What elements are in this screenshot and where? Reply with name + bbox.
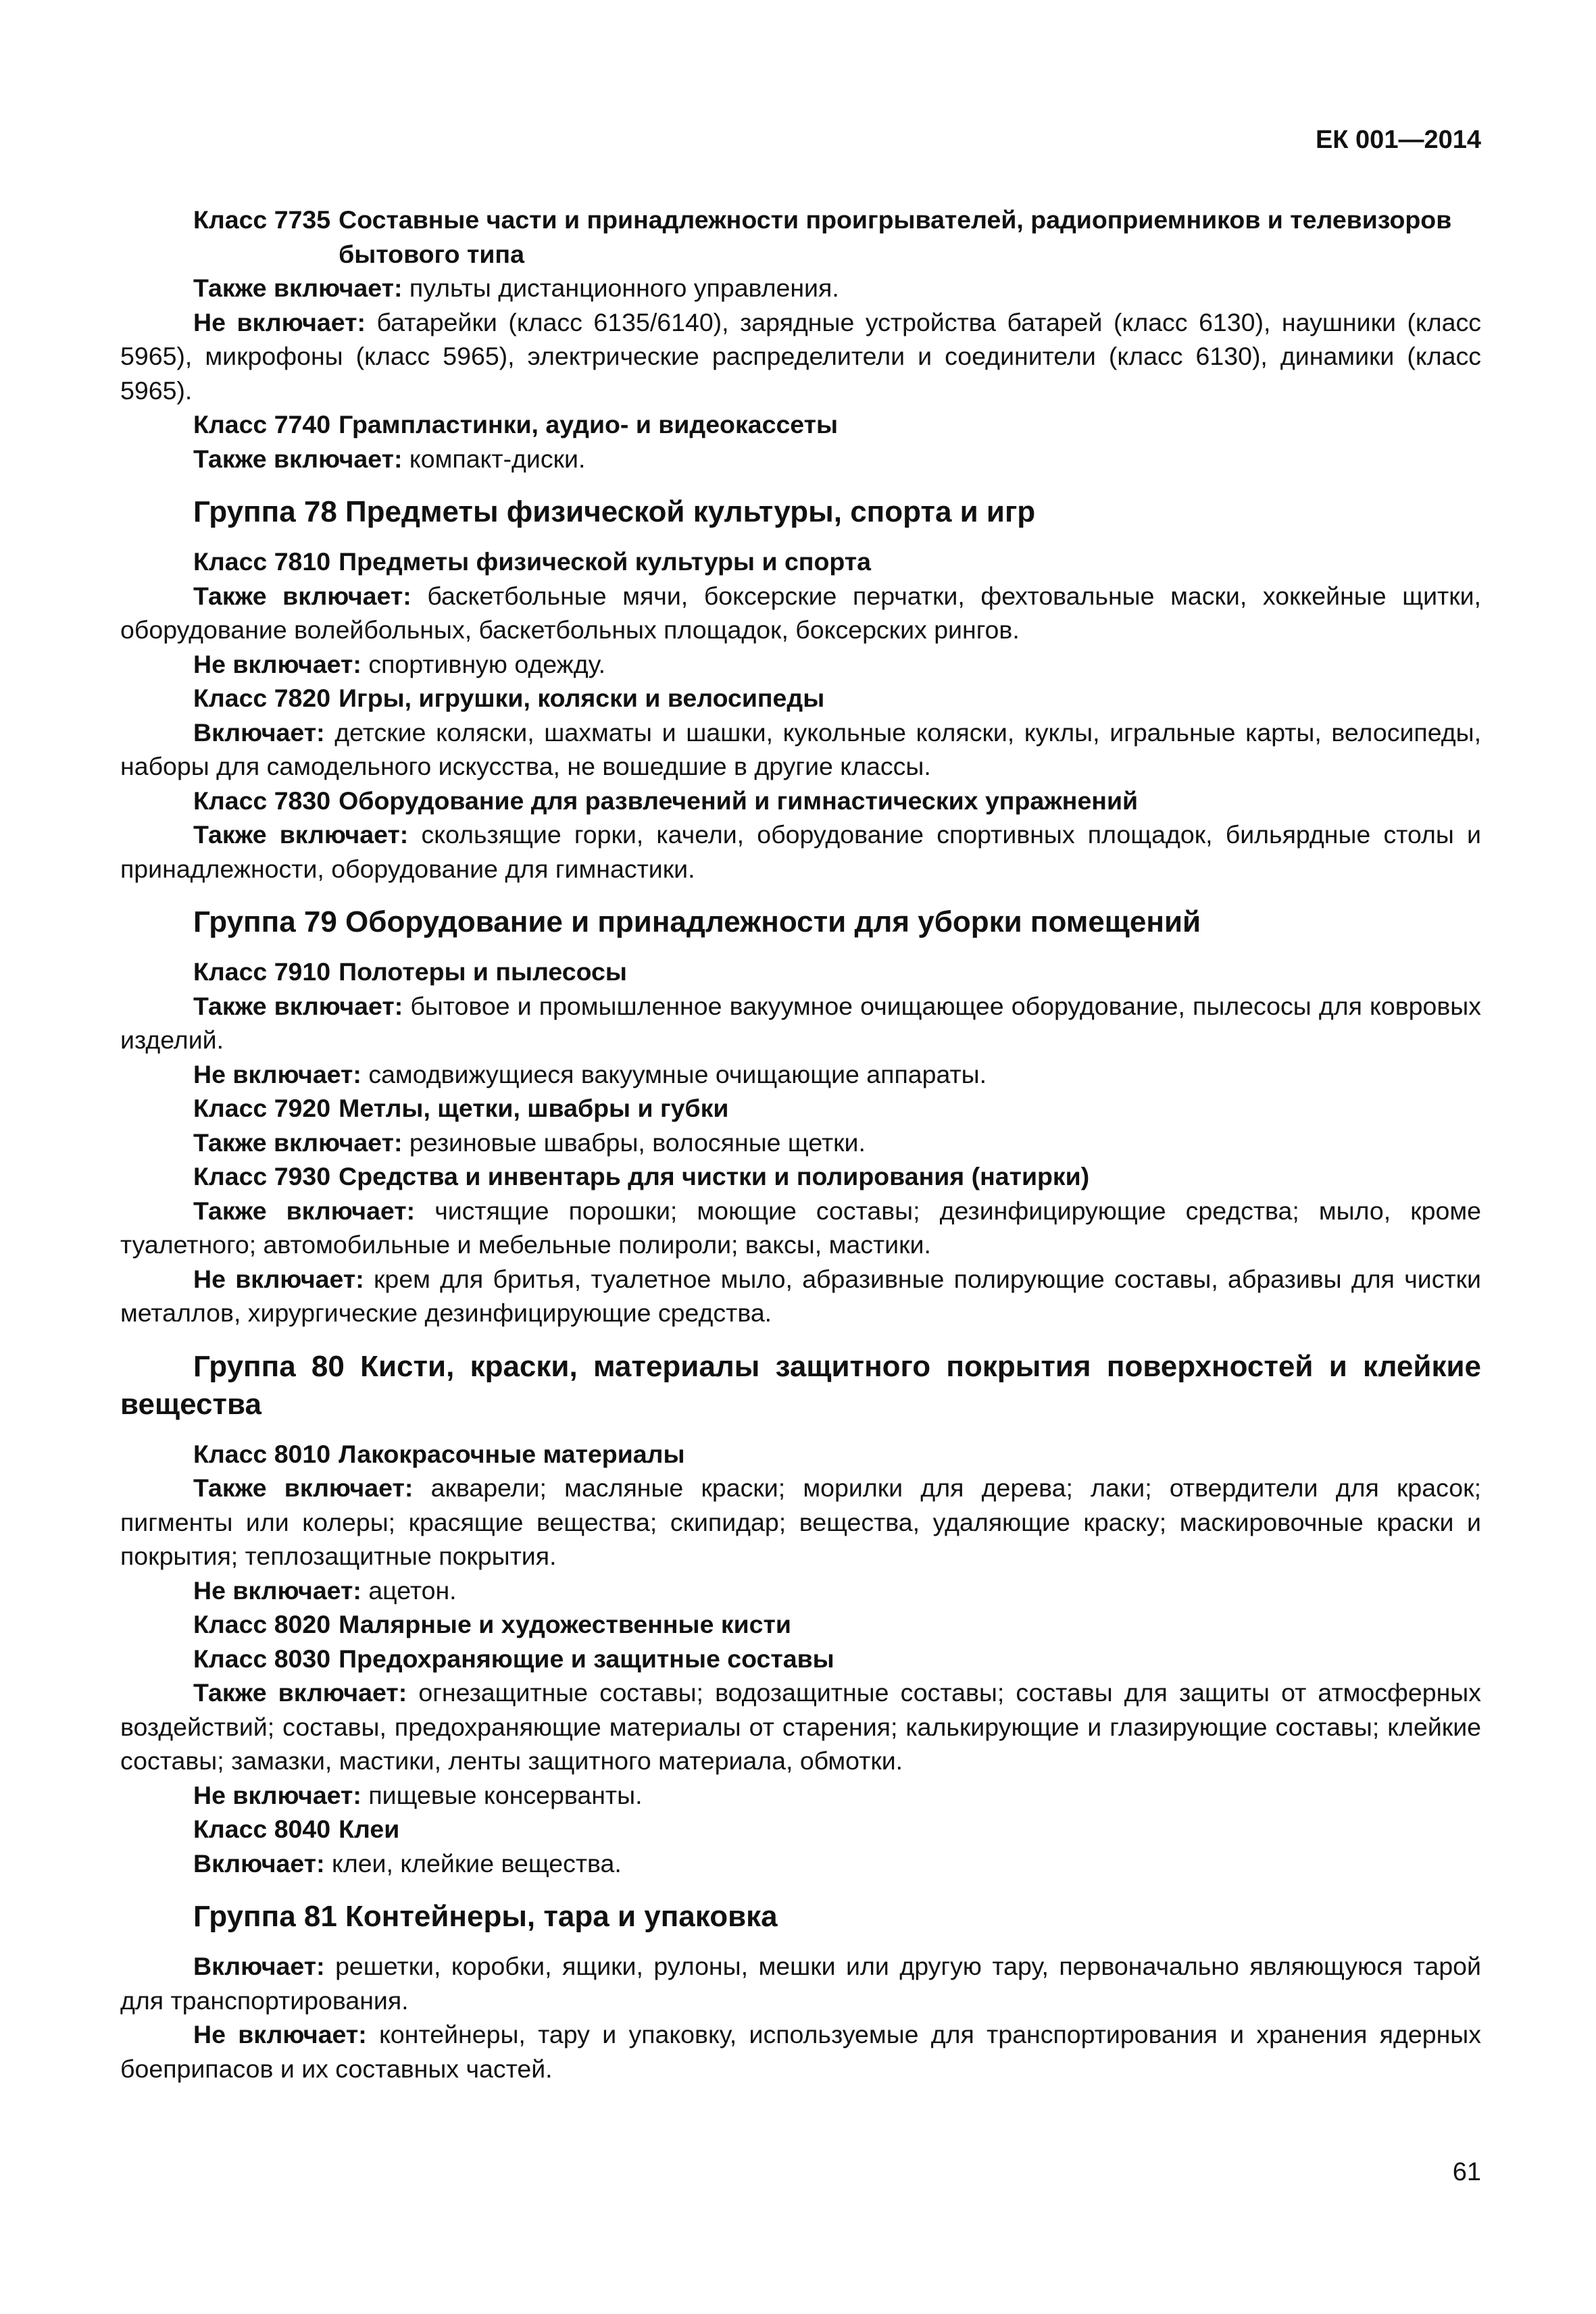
group-heading: Группа 78 Предметы физической культуры, спорта и игр bbox=[193, 495, 1036, 528]
document-code: ЕК 001—2014 bbox=[1315, 126, 1481, 154]
paragraph-text: ацетон. bbox=[361, 1576, 457, 1605]
group-heading: Группа 79 Оборудование и принадлежности для уборки помещений bbox=[193, 905, 1201, 938]
class-heading bbox=[120, 545, 1481, 579]
paragraph-text: бытовое и промышленное вакуумное очищающее оборудование, пылесосы для ковровых изделий. bbox=[120, 991, 1481, 1054]
class-title: Предохраняющие и защитные составы bbox=[339, 1644, 834, 1673]
paragraph-text: акварели; масляные краски; морилки для дерева; лаки; отвердители для красок; пигменты или колеры; красящие вещества; скипидар; вещества, удаляющие краску; маскировочные краски и покрытия; теплозащитные покрытия. bbox=[120, 1474, 1481, 1570]
paragraph-label: Не включает: bbox=[193, 307, 366, 336]
paragraph-text: баскетбольные мячи, боксерские перчатки, фехтовальные маски, хоккейные щитки, оборудование волейбольных, баскетбольных площадок, боксерских рингов. bbox=[120, 581, 1481, 644]
class-number: Класс 7910 bbox=[193, 957, 331, 986]
class-title: Грампластинки, аудио- и видеокассеты bbox=[339, 410, 839, 438]
paragraph bbox=[120, 647, 1481, 682]
class-title: Метлы, щетки, швабры и губки bbox=[339, 1094, 729, 1122]
class-heading bbox=[120, 1091, 1481, 1126]
paragraph-text: самодвижущиеся вакуумные очищающие аппараты. bbox=[361, 1059, 987, 1088]
class-number: Класс 8010 bbox=[193, 1439, 331, 1468]
class-number: Класс 8020 bbox=[193, 1610, 331, 1638]
paragraph-label: Также включает: bbox=[193, 1128, 403, 1157]
class-title: Полотеры и пылесосы bbox=[339, 957, 627, 986]
paragraph bbox=[120, 271, 1481, 305]
paragraph-label: Также включает: bbox=[193, 1678, 407, 1707]
class-title: Средства и инвентарь для чистки и полирования (натирки) bbox=[339, 1162, 1090, 1190]
paragraph bbox=[120, 1574, 1481, 1608]
group-heading: Группа 80 Кисти, краски, материалы защитного покрытия поверхностей и клейкие вещества bbox=[120, 1349, 1481, 1421]
class-title: Лакокрасочные материалы bbox=[339, 1439, 685, 1468]
paragraph-label: Также включает: bbox=[193, 581, 412, 610]
paragraph-label: Не включает: bbox=[193, 1576, 361, 1605]
paragraph bbox=[120, 1676, 1481, 1778]
class-title: Игры, игрушки, коляски и велосипеды bbox=[339, 684, 825, 712]
paragraph bbox=[120, 989, 1481, 1057]
class-heading bbox=[120, 784, 1481, 818]
paragraph-text: контейнеры, тару и упаковку, используемые для транспортирования и хранения ядерных боеприпасов и их составных частей. bbox=[120, 2020, 1481, 2083]
paragraph-text: компакт-диски. bbox=[402, 444, 586, 473]
paragraph bbox=[120, 1126, 1481, 1160]
class-title: Клеи bbox=[339, 1815, 400, 1843]
paragraph bbox=[120, 818, 1481, 886]
paragraph bbox=[120, 442, 1481, 476]
class-heading bbox=[120, 1812, 1481, 1846]
paragraph bbox=[120, 1778, 1481, 1813]
paragraph-text: огнезащитные составы; водозащитные составы; составы для защиты от атмосферных воздействий; составы, предохраняющие материалы от старения; калькирующие и глазирующие составы; клейкие составы; замазки, мастики, ленты защитного материала, обмотки. bbox=[120, 1678, 1481, 1775]
paragraph-label: Также включает: bbox=[193, 1196, 416, 1225]
paragraph-text: спортивную одежду. bbox=[361, 649, 606, 678]
paragraph-label: Также включает: bbox=[193, 991, 403, 1020]
paragraph-text: пульты дистанционного управления. bbox=[402, 274, 839, 302]
class-number: Класс 8040 bbox=[193, 1815, 331, 1843]
paragraph-text: клеи, клейкие вещества. bbox=[324, 1848, 622, 1878]
paragraph-text: детские коляски, шахматы и шашки, кукольные коляски, куклы, игральные карты, велосипеды, наборы для самодельного искусства, не вошедшие в другие классы. bbox=[120, 718, 1481, 780]
paragraph-label: Не включает: bbox=[193, 649, 361, 678]
paragraph bbox=[120, 1262, 1481, 1330]
class-number: Класс 8030 bbox=[193, 1644, 331, 1673]
paragraph-label: Не включает: bbox=[193, 1059, 361, 1088]
class-heading bbox=[120, 681, 1481, 715]
class-number: Класс 7830 bbox=[193, 786, 331, 815]
paragraph-text: пищевые консерванты. bbox=[361, 1780, 643, 1809]
class-heading bbox=[120, 407, 1481, 442]
paragraph-text: крем для бритья, туалетное мыло, абразивные полирующие составы, абразивы для чистки металлов, хирургические дезинфицирующие средства. bbox=[120, 1264, 1481, 1327]
class-number: Класс 7920 bbox=[193, 1094, 331, 1122]
class-heading bbox=[120, 1159, 1481, 1194]
class-heading bbox=[120, 203, 1481, 271]
paragraph-label: Также включает: bbox=[193, 820, 409, 849]
class-number: Класс 7810 bbox=[193, 547, 331, 576]
paragraph-label: Не включает: bbox=[193, 1264, 364, 1293]
paragraph-text: батарейки (класс 6135/6140), зарядные устройства батарей (класс 6130), наушники (класс 5965), микрофоны (класс 5965), электрические распределители и соединители (класс 6130), динамики (класс 5965). bbox=[120, 307, 1481, 405]
paragraph bbox=[120, 715, 1481, 784]
paragraph-label: Не включает: bbox=[193, 2020, 367, 2048]
class-title: Составные части и принадлежности проигрывателей, радиоприемников и телевизоров бытового типа bbox=[339, 205, 1452, 268]
class-heading bbox=[120, 1437, 1481, 1472]
class-title: Малярные и художественные кисти bbox=[339, 1610, 791, 1638]
page-number: 61 bbox=[1452, 2158, 1481, 2186]
paragraph-text: решетки, коробки, ящики, рулоны, мешки или другую тару, первоначально являющуюся тарой для транспортирования. bbox=[120, 1952, 1481, 2015]
paragraph bbox=[120, 305, 1481, 408]
paragraph bbox=[120, 579, 1481, 647]
paragraph-label: Также включает: bbox=[193, 444, 403, 473]
paragraph-text: скользящие горки, качели, оборудование спортивных площадок, бильярдные столы и принадлежности, оборудование для гимнастики. bbox=[120, 820, 1481, 883]
paragraph-label: Также включает: bbox=[193, 1474, 414, 1502]
paragraph-text: чистящие порошки; моющие составы; дезинфицирующие средства; мыло, кроме туалетного; автомобильные и мебельные полироли; ваксы, мастики. bbox=[120, 1196, 1481, 1259]
document-body bbox=[120, 203, 1481, 2086]
paragraph-label: Также включает: bbox=[193, 274, 403, 302]
paragraph-label: Включает: bbox=[193, 1848, 325, 1878]
class-number: Класс 7820 bbox=[193, 684, 331, 712]
paragraph-label: Не включает: bbox=[193, 1780, 361, 1809]
paragraph-label: Включает: bbox=[193, 1952, 325, 1980]
class-number: Класс 7930 bbox=[193, 1162, 331, 1190]
class-heading bbox=[120, 955, 1481, 989]
paragraph-text: резиновые швабры, волосяные щетки. bbox=[402, 1128, 866, 1157]
group-heading: Группа 81 Контейнеры, тара и упаковка bbox=[193, 1900, 778, 1933]
paragraph bbox=[120, 2017, 1481, 2086]
paragraph bbox=[120, 1194, 1481, 1262]
class-title: Оборудование для развлечений и гимнастических упражнений bbox=[339, 786, 1139, 815]
class-heading bbox=[120, 1642, 1481, 1676]
paragraph bbox=[120, 1471, 1481, 1574]
paragraph bbox=[120, 1949, 1481, 2017]
class-title: Предметы физической культуры и спорта bbox=[339, 547, 871, 576]
paragraph bbox=[120, 1846, 1481, 1881]
class-heading bbox=[120, 1607, 1481, 1642]
paragraph bbox=[120, 1057, 1481, 1092]
class-number: Класс 7735 bbox=[193, 205, 331, 234]
paragraph-label: Включает: bbox=[193, 718, 325, 747]
class-number: Класс 7740 bbox=[193, 410, 331, 438]
